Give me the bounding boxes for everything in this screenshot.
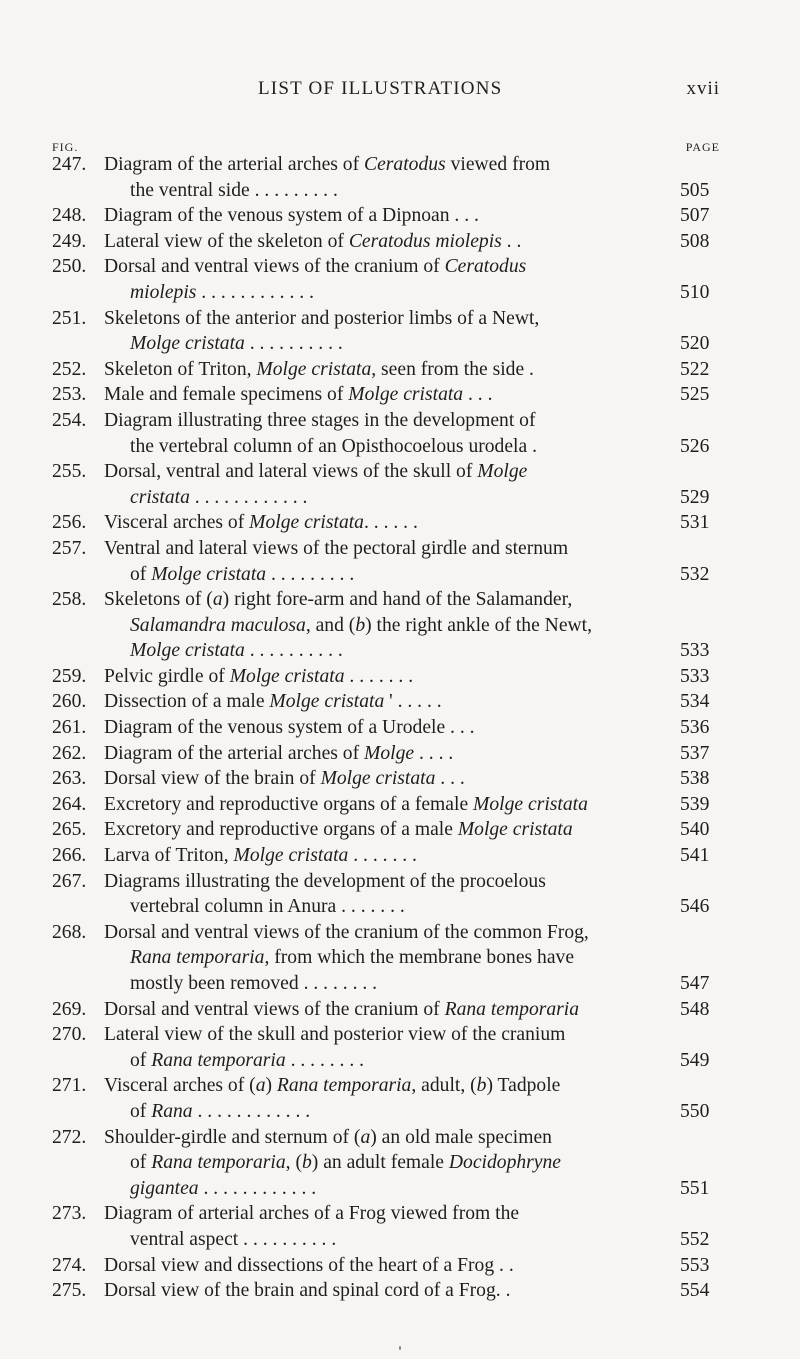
page-reference: 547 <box>680 973 710 994</box>
page-reference: 532 <box>680 563 710 585</box>
italic-name: Molge cristata <box>130 333 245 355</box>
text-run: . . . . . . . . . . . . <box>189 486 308 508</box>
entry-line <box>0 945 800 971</box>
italic-name: Ceratodus miolepis <box>348 230 502 252</box>
text-run: ) an old male specimen <box>370 1126 552 1148</box>
text-run: . . . . . . . . . . . . <box>192 1100 311 1122</box>
italic-name: Ceratodus <box>364 154 446 175</box>
list-item <box>0 152 800 203</box>
entry-text <box>104 664 413 690</box>
text-run: Skeletons of ( <box>104 589 213 611</box>
figure-number: 266. <box>52 845 87 867</box>
entry-line <box>0 1227 800 1253</box>
entry-text <box>104 254 526 280</box>
list-item <box>0 1125 800 1202</box>
figure-number: 268. <box>52 921 87 943</box>
list-item <box>0 1073 800 1124</box>
page-reference: 507 <box>680 205 710 227</box>
text-run: ) Tadpole <box>486 1075 561 1097</box>
text-run: ) <box>265 1075 277 1097</box>
text-run: of <box>130 1100 152 1122</box>
figure-number: 252. <box>52 358 87 380</box>
figure-number: 259. <box>52 665 87 687</box>
entry-text <box>104 203 479 229</box>
figure-number: 272. <box>52 1126 87 1148</box>
list-item <box>0 920 800 997</box>
page-column-label: PAGE <box>685 140 720 154</box>
list-item <box>0 254 800 305</box>
italic-name: Ceratodus <box>444 256 527 278</box>
figure-number: 263. <box>52 768 87 790</box>
entry-line <box>0 357 800 383</box>
entry-line <box>0 1150 800 1176</box>
entry-line <box>0 1048 800 1074</box>
entry-line <box>0 741 800 767</box>
list-item <box>0 587 800 664</box>
entry-line <box>0 229 800 255</box>
figure-number: 271. <box>52 1075 87 1097</box>
list-item <box>0 997 800 1023</box>
text-run: viewed from <box>445 154 551 175</box>
text-run: Excretory and reproductive organs of a male <box>104 819 458 841</box>
text-run: Dorsal and ventral views of the cranium of <box>104 998 445 1020</box>
italic-name: a <box>255 1075 266 1097</box>
list-item <box>0 459 800 510</box>
italic-name: Molge cristata <box>130 640 245 662</box>
page-reference: 533 <box>680 665 710 687</box>
italic-name: Molge cristata <box>256 358 372 380</box>
page-reference: 534 <box>680 691 710 713</box>
text-run: . . . . . . . <box>348 845 417 867</box>
text-run: Diagram illustrating three stages in the development of <box>104 409 536 431</box>
entry-line <box>0 1253 800 1279</box>
text-run: . . . <box>435 768 465 790</box>
entry-text <box>130 485 307 511</box>
entry-text <box>130 1227 336 1253</box>
text-run: Diagrams illustrating the development of the procoelous <box>104 870 546 892</box>
italic-name: Molge <box>364 742 415 764</box>
list-item <box>0 510 800 536</box>
list-item <box>0 229 800 255</box>
entry-text <box>104 920 589 946</box>
entry-text <box>130 562 354 588</box>
entry-text <box>130 638 343 664</box>
italic-name: Molge cristata <box>233 845 349 867</box>
italic-name: Rana temporaria <box>276 1075 412 1097</box>
entry-line <box>0 485 800 511</box>
text-run: Excretory and reproductive organs of a female <box>104 793 474 815</box>
entry-text <box>130 434 537 460</box>
entry-text <box>104 817 573 843</box>
entry-line <box>0 613 800 639</box>
page-reference: 508 <box>680 230 710 252</box>
page-reference: 541 <box>680 845 710 867</box>
text-run: Dorsal view of the brain of <box>104 768 321 790</box>
entry-line <box>0 434 800 460</box>
page-reference: 546 <box>680 896 710 918</box>
page-reference: 525 <box>680 384 710 406</box>
italic-name: Molge cristata <box>229 665 345 687</box>
entry-text <box>104 792 588 818</box>
italic-name: gigantea <box>130 1177 199 1199</box>
page-reference: 533 <box>680 640 710 662</box>
text-run: mostly been removed . . . . . . . . <box>130 973 378 994</box>
text-run: ) the right ankle of the Newt, <box>365 614 593 636</box>
entry-line <box>0 382 800 408</box>
italic-name: Molge cristata <box>473 793 588 815</box>
list-item <box>0 741 800 767</box>
text-run: . . . . <box>414 742 454 764</box>
text-run: , and ( <box>305 614 356 636</box>
figure-number: 264. <box>52 793 87 815</box>
figure-number: 254. <box>52 409 87 431</box>
italic-name: a <box>360 1126 371 1148</box>
entry-line <box>0 792 800 818</box>
text-run: ventral aspect . . . . . . . . . . <box>130 1228 337 1250</box>
entry-line <box>0 510 800 536</box>
entry-text <box>130 280 314 306</box>
page-reference: 531 <box>680 512 710 534</box>
entry-text <box>130 945 574 971</box>
entry-line <box>0 664 800 690</box>
italic-name: Molge cristata <box>269 691 385 713</box>
italic-name: Rana temporaria <box>444 998 580 1020</box>
text-run: Skeletons of the anterior and posterior limbs of a Newt, <box>104 307 540 329</box>
entry-text <box>130 178 338 204</box>
entry-text <box>104 1022 565 1048</box>
entry-text <box>104 689 442 715</box>
text-run: Visceral arches of ( <box>104 1075 256 1097</box>
text-run: , seen from the side . <box>371 358 534 380</box>
list-item <box>0 357 800 383</box>
entry-line <box>0 1099 800 1125</box>
list-item <box>0 382 800 408</box>
text-run: . . . . . . . . <box>285 1049 365 1071</box>
italic-name: Rana temporaria <box>130 947 265 969</box>
list-item <box>0 306 800 357</box>
page-reference: 522 <box>680 358 710 380</box>
text-run: Lateral view of the skull and posterior view of the cranium <box>104 1024 566 1046</box>
fig-column-label: FIG. <box>52 140 79 154</box>
entry-text <box>104 1125 552 1151</box>
entry-line <box>0 766 800 792</box>
figure-number: 255. <box>52 461 87 483</box>
page-number-roman: xvii <box>686 78 720 99</box>
entry-line <box>0 203 800 229</box>
text-run: , adult, ( <box>411 1075 477 1097</box>
entry-line <box>0 536 800 562</box>
list-item <box>0 203 800 229</box>
text-run: Dorsal and ventral views of the cranium of <box>104 256 445 278</box>
text-run: Dorsal and ventral views of the cranium of the common Frog, <box>104 921 589 943</box>
list-item <box>0 664 800 690</box>
text-run: Visceral arches of <box>104 512 250 534</box>
list-item <box>0 817 800 843</box>
italic-name: miolepis <box>130 281 197 303</box>
figure-number: 270. <box>52 1024 87 1046</box>
text-run: Dorsal view and dissections of the heart of a Frog . . <box>104 1254 514 1276</box>
figure-number: 267. <box>52 870 87 892</box>
text-run: ) right fore-arm and hand of the Salamander, <box>222 589 573 611</box>
text-run: Dissection of a male <box>104 691 270 713</box>
figure-number: 247. <box>52 154 87 175</box>
entry-text <box>104 1073 560 1099</box>
text-run: Dorsal view of the brain and spinal cord of a Frog. . <box>104 1280 511 1302</box>
text-run: . . . <box>463 384 493 406</box>
page-reference: 550 <box>680 1100 710 1122</box>
entry-line <box>0 1278 800 1304</box>
text-run: Dorsal, ventral and lateral views of the skull of <box>104 461 478 483</box>
entry-text <box>104 997 579 1023</box>
entry-line <box>0 920 800 946</box>
page-reference: 537 <box>680 742 710 764</box>
entry-text <box>104 1253 514 1279</box>
figure-number: 248. <box>52 205 87 227</box>
running-title: LIST OF ILLUSTRATIONS <box>258 78 503 99</box>
text-run: Ventral and lateral views of the pectoral girdle and sternum <box>104 537 569 559</box>
text-run: , from which the membrane bones have <box>264 947 575 969</box>
entry-text <box>130 331 343 357</box>
italic-name: Rana temporaria <box>151 1049 286 1071</box>
entry-text <box>104 1201 519 1227</box>
entry-text <box>104 408 535 434</box>
figure-number: 269. <box>52 998 87 1020</box>
figure-number: 250. <box>52 256 87 278</box>
entry-line <box>0 689 800 715</box>
figure-number: 261. <box>52 717 87 739</box>
page-header <box>0 78 800 108</box>
entry-text <box>130 894 405 920</box>
entry-text <box>104 741 453 767</box>
text-run: . . <box>501 230 522 252</box>
page-reference: 554 <box>680 1280 710 1302</box>
italic-name: Salamandra maculosa <box>130 614 306 636</box>
figure-number: 253. <box>52 384 87 406</box>
text-run: . . . . . . . . . <box>266 563 355 585</box>
list-item <box>0 843 800 869</box>
text-run: the ventral side . . . . . . . . . <box>130 179 338 201</box>
text-run: . . . . . . . . . . <box>244 333 343 355</box>
entry-text <box>130 1150 561 1176</box>
entry-text <box>130 971 377 997</box>
figure-number: 249. <box>52 230 87 252</box>
text-run: Shoulder-girdle and sternum of ( <box>104 1126 361 1148</box>
entry-line <box>0 638 800 664</box>
list-item <box>0 715 800 741</box>
page-reference: 551 <box>680 1177 710 1199</box>
entry-line <box>0 408 800 434</box>
italic-name: Molge <box>477 461 528 483</box>
figure-number: 275. <box>52 1280 87 1302</box>
text-run: . . . . . . <box>363 512 418 534</box>
text-run: Diagram of the arterial arches of <box>104 154 365 175</box>
text-run: Lateral view of the skeleton of <box>104 230 349 252</box>
entry-text <box>104 843 417 869</box>
italic-name: Molge cristata <box>151 563 267 585</box>
page-reference: 538 <box>680 768 710 790</box>
page-reference: 548 <box>680 998 710 1020</box>
list-item <box>0 408 800 459</box>
entry-text <box>104 1278 510 1304</box>
italic-name: a <box>212 589 223 611</box>
entry-text <box>104 766 465 792</box>
entry-line <box>0 715 800 741</box>
page-reference: 505 <box>680 179 710 201</box>
entry-text <box>104 459 527 485</box>
italic-name: Docidophryne <box>448 1152 561 1174</box>
figure-number: 256. <box>52 512 87 534</box>
entry-line <box>0 997 800 1023</box>
text-run: vertebral column in Anura . . . . . . . <box>130 896 405 918</box>
entry-text <box>130 1099 310 1125</box>
italic-name: Molge cristata <box>320 768 436 790</box>
entry-text <box>104 152 550 178</box>
list-item <box>0 689 800 715</box>
page-reference: 539 <box>680 793 710 815</box>
entry-line <box>0 843 800 869</box>
entry-text <box>104 306 539 332</box>
entry-line <box>0 459 800 485</box>
entry-text <box>104 382 493 408</box>
list-item <box>0 869 800 920</box>
text-run: of <box>130 1049 152 1071</box>
italic-name: b <box>302 1152 312 1174</box>
text-run: Diagram of arterial arches of a Frog viewed from the <box>104 1203 520 1225</box>
figure-number: 251. <box>52 307 87 329</box>
entry-line <box>0 152 800 178</box>
entry-line <box>0 1125 800 1151</box>
entry-text <box>104 229 521 255</box>
entry-line <box>0 587 800 613</box>
page-reference: 510 <box>680 281 710 303</box>
entry-line <box>0 1022 800 1048</box>
list-item <box>0 766 800 792</box>
figure-number: 257. <box>52 537 87 559</box>
entry-text <box>104 510 418 536</box>
italic-name: Molge cristata <box>457 819 573 841</box>
page-reference: 552 <box>680 1228 710 1250</box>
entry-text <box>104 869 546 895</box>
page-reference: 536 <box>680 717 710 739</box>
entry-line <box>0 971 800 997</box>
text-run: Larva of Triton, <box>104 845 234 867</box>
text-run: Pelvic girdle of <box>104 665 230 687</box>
figure-number: 274. <box>52 1254 87 1276</box>
figure-number: 258. <box>52 589 87 611</box>
italic-name: b <box>476 1075 487 1097</box>
page-reference: 540 <box>680 819 710 841</box>
entry-line <box>0 280 800 306</box>
page-reference: 526 <box>680 435 710 457</box>
print-speck <box>399 1346 401 1350</box>
entry-line <box>0 306 800 332</box>
italic-name: cristata <box>130 486 190 508</box>
italic-name: Rana <box>151 1100 193 1122</box>
entry-line <box>0 178 800 204</box>
entry-text <box>104 587 572 613</box>
entry-line <box>0 562 800 588</box>
text-run: Male and female specimens of <box>104 384 349 406</box>
list-item <box>0 792 800 818</box>
text-run: the vertebral column of an Opisthocoelous urodela . <box>130 435 537 457</box>
figure-number: 265. <box>52 819 87 841</box>
italic-name: Rana temporaria <box>151 1152 286 1174</box>
text-run: . . . . . . . . . . <box>244 640 343 662</box>
list-item <box>0 1022 800 1073</box>
page-reference: 529 <box>680 486 710 508</box>
text-run: ' . . . . . <box>384 691 442 713</box>
figure-number: 262. <box>52 742 87 764</box>
list-item <box>0 536 800 587</box>
page-reference: 549 <box>680 1049 710 1071</box>
entry-text <box>104 536 568 562</box>
entry-line <box>0 1176 800 1202</box>
text-run: Diagram of the venous system of a Urodele . . . <box>104 717 475 739</box>
italic-name: b <box>355 614 366 636</box>
list-item <box>0 1278 800 1304</box>
list-item <box>0 1201 800 1252</box>
entry-text <box>130 1176 316 1202</box>
figure-number: 273. <box>52 1203 87 1225</box>
entry-line <box>0 894 800 920</box>
text-run: Diagram of the venous system of a Dipnoan . . . <box>104 205 479 227</box>
entry-text <box>130 613 592 639</box>
italic-name: Molge cristata <box>348 384 464 406</box>
page-reference: 553 <box>680 1254 710 1276</box>
list-item <box>0 1253 800 1279</box>
entry-text <box>104 357 534 383</box>
entry-line <box>0 1201 800 1227</box>
text-run: Diagram of the arterial arches of <box>104 742 365 764</box>
entry-text <box>130 1048 364 1074</box>
entry-line <box>0 254 800 280</box>
text-run: of <box>130 563 152 585</box>
entry-line <box>0 1073 800 1099</box>
text-run: . . . . . . . . . . . . <box>198 1177 317 1199</box>
illustration-list <box>0 152 800 1304</box>
entry-line <box>0 817 800 843</box>
page-reference: 520 <box>680 333 710 355</box>
text-run: of <box>130 1152 152 1174</box>
italic-name: Molge cristata <box>249 512 364 534</box>
entry-line <box>0 869 800 895</box>
entry-line <box>0 331 800 357</box>
text-run: , ( <box>285 1152 302 1174</box>
text-run: . . . . . . . <box>344 665 414 687</box>
figure-number: 260. <box>52 691 87 713</box>
text-run: . . . . . . . . . . . . <box>196 281 314 303</box>
entry-text <box>104 715 475 741</box>
text-run: Skeleton of Triton, <box>104 358 257 380</box>
text-run: ) an adult female <box>311 1152 449 1174</box>
